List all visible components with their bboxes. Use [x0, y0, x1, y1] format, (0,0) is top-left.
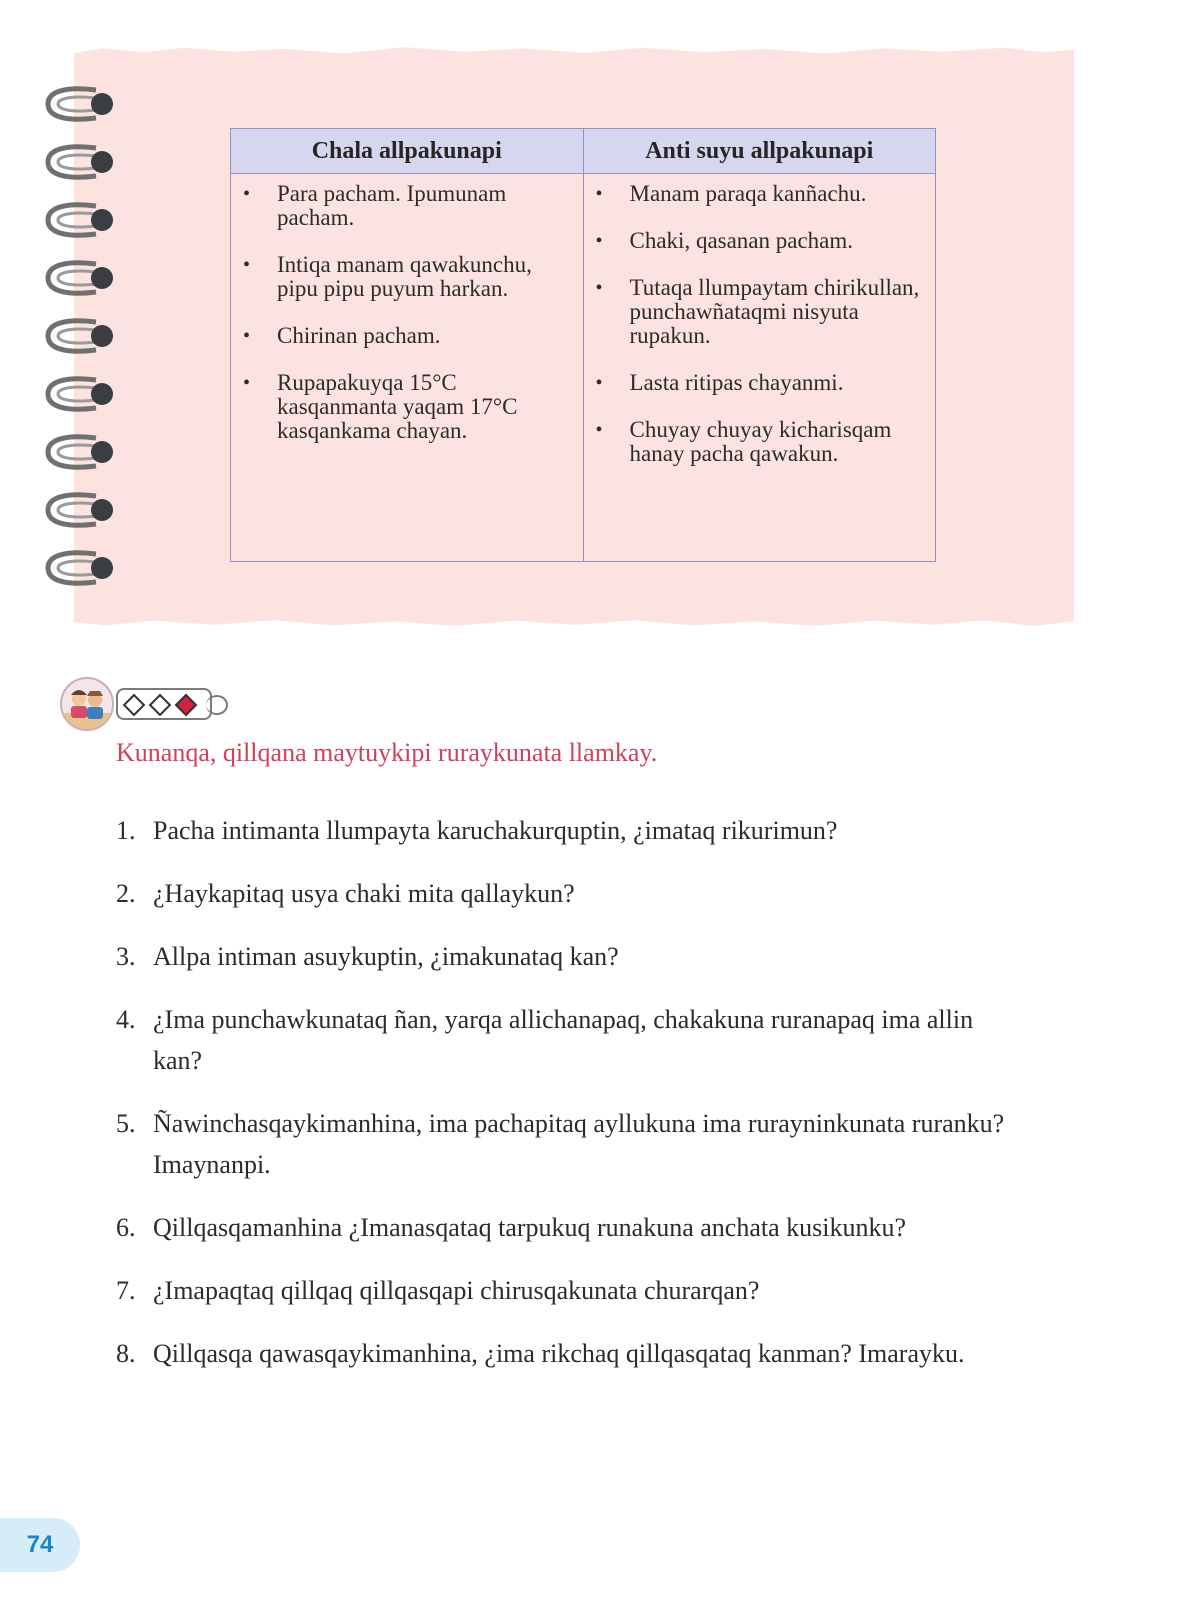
- spiral-ring-icon: [44, 488, 120, 532]
- table-column-anti-suyu: [583, 174, 936, 562]
- diamond-outline-icon: [149, 694, 172, 717]
- table-header-chala: Chala allpakunapi: [231, 129, 584, 174]
- list-item: [116, 1207, 1016, 1248]
- list-item: • Chirinan pacham.: [239, 324, 575, 348]
- spiral-ring-icon: [44, 82, 120, 126]
- question-number: 2.: [116, 879, 136, 908]
- spiral-ring-icon: [44, 546, 120, 590]
- diamond-filled-icon: [175, 694, 198, 717]
- climate-comparison-table: [230, 128, 936, 562]
- spiral-ring-icon: [44, 430, 120, 474]
- question-text: Ñawinchasqaykimanhina, ima pachapitaq ayllukuna ima rurayninkunata ruranku? Imaynanpi.: [153, 1109, 1005, 1179]
- question-text: ¿Imapaqtaq qillqaq qillqasqapi chirusqakunata churarqan?: [153, 1276, 760, 1305]
- question-text: Qillqasqamanhina ¿Imanasqataq tarpukuq runakuna anchata kusikunku?: [153, 1213, 907, 1242]
- question-number: 8.: [116, 1339, 136, 1368]
- spiral-ring-icon: [44, 140, 120, 184]
- list-item: [116, 1270, 1016, 1311]
- students-avatar-icon: [60, 677, 114, 731]
- diamond-outline-icon: [123, 694, 146, 717]
- question-text: ¿Ima punchawkunataq ñan, yarqa allichanapaq, chakakuna ruranapaq ima allin kan?: [153, 1005, 974, 1075]
- list-item: • Rupapakuyqa 15°C kasqanmanta yaqam 17°C kasqankama chayan.: [239, 371, 575, 443]
- list-item: [116, 936, 1016, 977]
- spiral-binding: [44, 82, 120, 612]
- list-item: [116, 999, 1016, 1081]
- question-number: 7.: [116, 1276, 136, 1305]
- list-item: • Chuyay chuyay kicharisqam hanay pacha qawakun.: [592, 418, 928, 466]
- spiral-ring-icon: [44, 256, 120, 300]
- list-item: • Lasta ritipas chayanmi.: [592, 371, 928, 395]
- question-number: 4.: [116, 1005, 136, 1034]
- list-item: • Tutaqa llumpaytam chirikullan, punchawñataqmi nisyuta rupakun.: [592, 276, 928, 348]
- list-item: [116, 1333, 1016, 1374]
- question-text: Pacha intimanta llumpayta karuchakurquptin, ¿imataq rikurimun?: [153, 816, 838, 845]
- table-column-chala: [231, 174, 584, 562]
- question-text: Qillqasqa qawasqaykimanhina, ¿ima rikchaq qillqasqataq kanman? Imarayku.: [153, 1339, 965, 1368]
- question-number: 3.: [116, 942, 136, 971]
- page-number: 74: [0, 1518, 80, 1572]
- list-item: • Intiqa manam qawakunchu, pipu pipu puyum harkan.: [239, 253, 575, 301]
- question-number: 6.: [116, 1213, 136, 1242]
- activity-instruction: Kunanqa, qillqana maytuykipi ruraykunata llamkay.: [116, 738, 658, 767]
- question-number: 5.: [116, 1109, 136, 1138]
- list-item: • Para pacham. Ipumunam pacham.: [239, 182, 575, 230]
- spiral-ring-icon: [44, 198, 120, 242]
- question-number: 1.: [116, 816, 136, 845]
- spiral-ring-icon: [44, 314, 120, 358]
- spiral-ring-icon: [44, 372, 120, 416]
- question-text: Allpa intiman asuykuptin, ¿imakunataq kan?: [153, 942, 619, 971]
- tag-loop-icon: [206, 695, 228, 715]
- list-item: [116, 873, 1016, 914]
- list-item: • Chaki, qasanan pacham.: [592, 229, 928, 253]
- difficulty-indicator: [116, 688, 212, 720]
- question-text: ¿Haykapitaq usya chaki mita qallaykun?: [153, 879, 575, 908]
- list-item: • Manam paraqa kanñachu.: [592, 182, 928, 206]
- list-item: [116, 1103, 1016, 1185]
- list-item: [116, 810, 1016, 851]
- table-header-anti-suyu: Anti suyu allpakunapi: [583, 129, 936, 174]
- question-list: [116, 810, 1016, 1374]
